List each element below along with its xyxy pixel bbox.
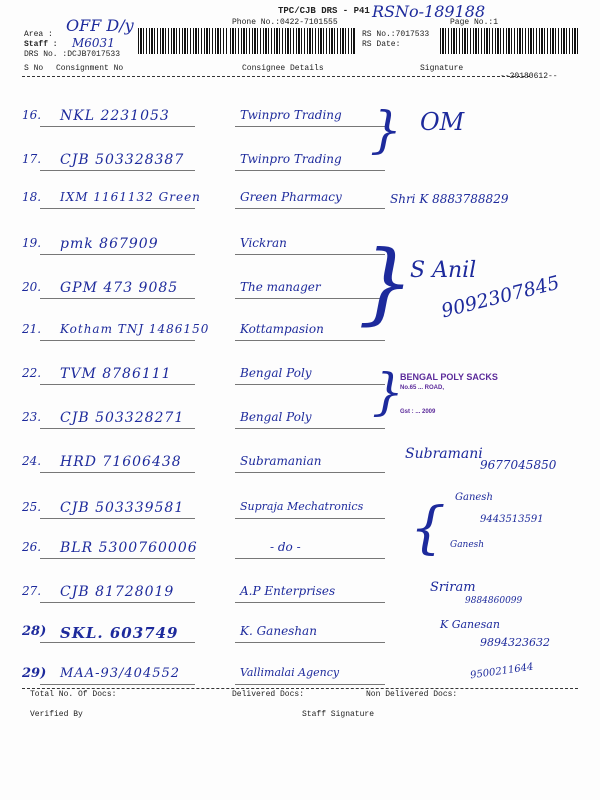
barcode-left [138, 28, 228, 54]
signature-20: S Anil [410, 258, 477, 283]
staff-label: Staff : [24, 40, 58, 49]
barcode-middle [230, 28, 355, 54]
company-stamp: BENGAL POLY SACKS No.65 ... ROAD, Gst : ... 2009 [400, 372, 498, 415]
page-number: Page No.:1 [450, 18, 499, 27]
staff-signature: Staff Signature [302, 710, 375, 719]
col-signature: Signature [420, 64, 464, 73]
total-docs: Total No. Of Docs: [30, 690, 117, 699]
rs-date: RS Date: [362, 40, 401, 49]
signature-29: 9500211644 [469, 661, 535, 682]
signature-26: Ganesh [450, 540, 485, 550]
signature-24: Subramani [405, 446, 483, 462]
delivered-docs: Delivered Docs: [232, 690, 305, 699]
header-divider [22, 76, 530, 77]
barcode-right [440, 28, 578, 54]
signature-27: Sriram [430, 580, 476, 595]
brace-19-21: } [358, 231, 414, 334]
table-row: 21. Kotham TNJ 1486150 Kottampasion [0, 322, 600, 362]
brace-25-26: { [410, 496, 446, 561]
header-title: TPC/CJB DRS - P41 [278, 6, 370, 16]
table-row: 27. CJB 81728019 A.P Enterprises [0, 584, 600, 624]
area-value: OFF D/y [66, 16, 134, 35]
verified-by: Verified By [30, 710, 83, 719]
footer-divider [22, 688, 578, 689]
table-row: 29) MAA-93/404552 Vallimalai Agency [0, 666, 600, 706]
signature-28-phone: 9894323632 [480, 636, 550, 649]
brace-22-23: } [372, 363, 404, 421]
table-row: 26. BLR 5300760006 - do - [0, 540, 600, 580]
table-row: 28) SKL. 603749 K. Ganeshan [0, 624, 600, 664]
drs-number: DRS No. :DCJB7017533 [24, 50, 121, 59]
col-sno: S No [24, 64, 44, 73]
rs-number: RS No.:7017533 [362, 30, 430, 39]
table-row: 23. CJB 503328271 Bengal Poly [0, 410, 600, 450]
table-row: 25. CJB 503339581 Supraja Mechatronics [0, 500, 600, 540]
signature-25-phone: 9443513591 [480, 514, 544, 525]
header-rs-handwritten: RSNo-189188 [372, 2, 486, 21]
signature-16: OM [420, 108, 465, 136]
signature-28: K Ganesan [440, 618, 500, 631]
phone-number: Phone No.:0422-7101555 [232, 18, 338, 27]
signature-27-phone: 9884860099 [465, 596, 523, 606]
table-row: 18. IXM 1161132 Green Green Pharmacy [0, 190, 600, 230]
signature-25: Ganesh [455, 492, 493, 503]
staff-value: M6031 [72, 36, 115, 50]
col-date: --20180612-- [500, 72, 558, 81]
table-row: 19. pmk 867909 Vickran [0, 236, 600, 276]
table-row: 24. HRD 71606438 Subramanian [0, 454, 600, 494]
non-delivered-docs: Non Delivered Docs: [366, 690, 458, 699]
area-label: Area : [24, 30, 53, 39]
col-consignment: Consignment No [56, 64, 124, 73]
table-row: 16. NKL 2231053 Twinpro Trading [0, 108, 600, 148]
table-row: 22. TVM 8786111 Bengal Poly [0, 366, 600, 406]
brace-16-17: } [370, 101, 402, 159]
table-row: 17. CJB 503328387 Twinpro Trading [0, 152, 600, 192]
signature-20-phone: 9092307845 [439, 271, 562, 323]
table-row: 20. GPM 473 9085 The manager [0, 280, 600, 320]
col-consignee: Consignee Details [242, 64, 324, 73]
signature-18: Shri K 8883788829 [390, 192, 509, 206]
signature-24-phone: 9677045850 [480, 458, 557, 472]
